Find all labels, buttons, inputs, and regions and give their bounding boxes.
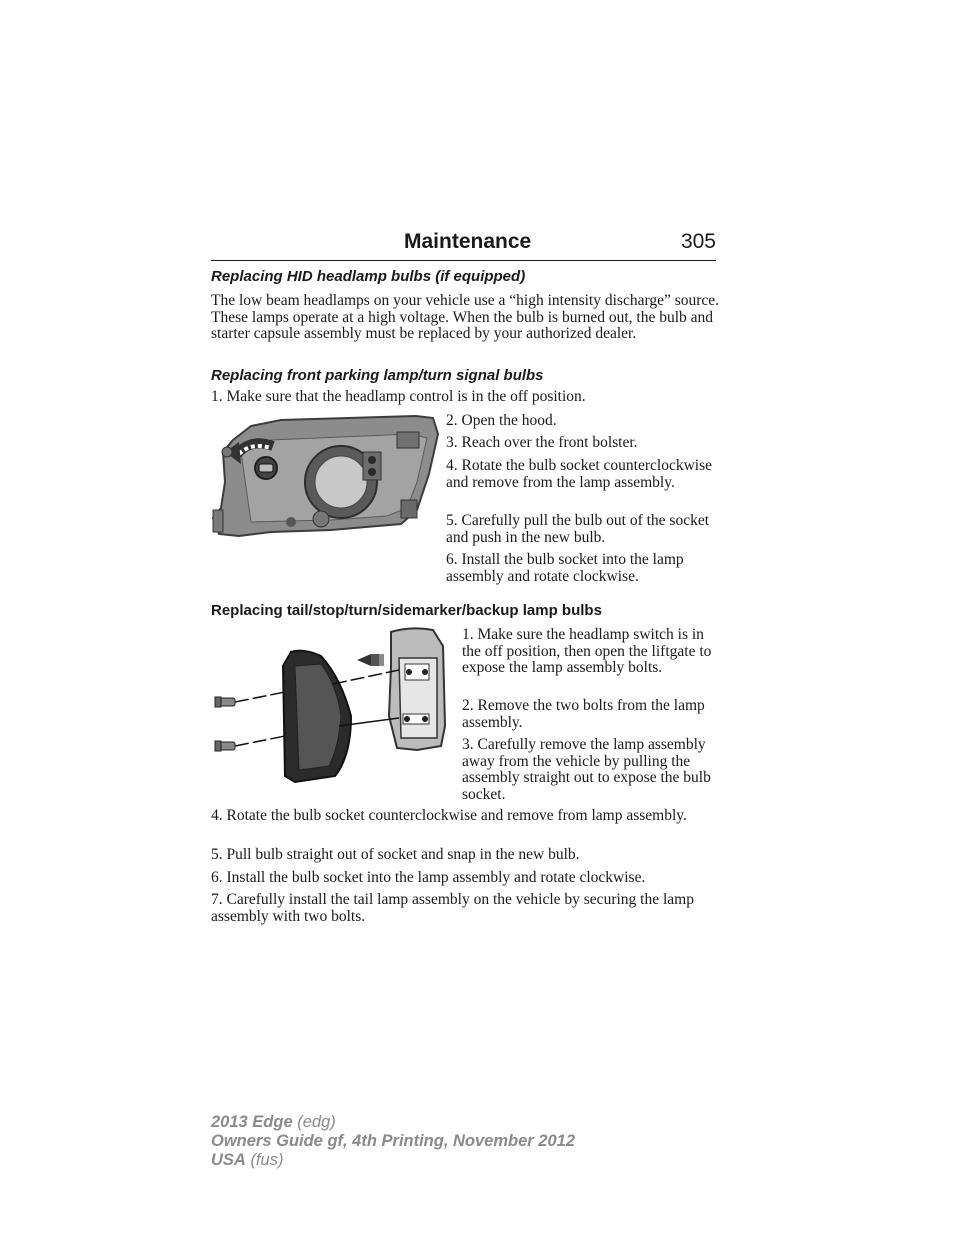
footer-model-code: (edg)	[297, 1113, 336, 1131]
footer-model: 2013 Edge	[211, 1113, 293, 1131]
front-step-2: 2. Open the hood.	[446, 412, 557, 429]
tail-step-6: 6. Install the bulb socket into the lamp assembly and rotate clockwise.	[211, 869, 646, 886]
footer-market-code: (fus)	[250, 1151, 284, 1169]
footer-guide: Owners Guide gf, 4th Printing, November 2012	[211, 1132, 575, 1150]
front-step-5: 5. Carefully pull the bulb out of the socket and push in the new bulb.	[446, 512, 710, 546]
tail-step-3: 3. Carefully remove the lamp assembly away from the vehicle by pulling the assembly straight out to expose the bulb socket.	[462, 736, 711, 803]
headlamp-assembly-illustration	[211, 412, 439, 538]
hid-heading: Replacing HID headlamp bulbs (if equipped)	[211, 268, 526, 285]
footer-line-1	[211, 1113, 575, 1132]
tail-step-5: 5. Pull bulb straight out of socket and snap in the new bulb.	[211, 846, 580, 863]
page-number: 305	[680, 230, 716, 253]
hid-body: The low beam headlamps on your vehicle use a “high intensity discharge” source. These lamps operate at a high voltage. When the bulb is burned out, the bulb and starter capsule assembly must be replaced by your authorized dealer.	[211, 292, 720, 342]
tail-step-2: 2. Remove the two bolts from the lamp assembly.	[462, 697, 705, 731]
front-step-6: 6. Install the bulb socket into the lamp assembly and rotate clockwise.	[446, 551, 684, 585]
tail-lamp-assembly-illustration	[211, 626, 456, 786]
footer-line-2	[211, 1132, 575, 1151]
front-step-1: 1. Make sure that the headlamp control is in the off position.	[211, 388, 586, 405]
tail-step-4: 4. Rotate the bulb socket counterclockwise and remove from lamp assembly.	[211, 807, 687, 824]
footer-market: USA	[211, 1151, 246, 1169]
front-heading: Replacing front parking lamp/turn signal bulbs	[211, 367, 544, 384]
tail-step-7: 7. Carefully install the tail lamp assembly on the vehicle by securing the lamp assembly with two bolts.	[211, 891, 694, 925]
page-header	[211, 228, 716, 261]
tail-step-1: 1. Make sure the headlamp switch is in the off position, then open the liftgate to expose the lamp assembly bolts.	[462, 626, 712, 676]
page-footer	[211, 1113, 575, 1170]
tail-heading: Replacing tail/stop/turn/sidemarker/backup lamp bulbs	[211, 602, 602, 619]
front-step-3: 3. Reach over the front bolster.	[446, 434, 638, 451]
footer-line-3	[211, 1151, 575, 1170]
front-step-4: 4. Rotate the bulb socket counterclockwise and remove from the lamp assembly.	[446, 457, 713, 491]
section-title: Maintenance	[404, 230, 532, 253]
